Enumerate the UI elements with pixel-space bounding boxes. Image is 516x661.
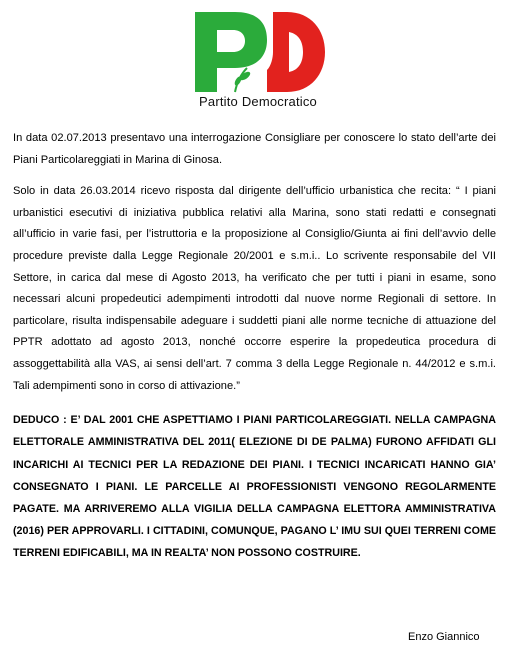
logo-name-part1: Partito	[199, 94, 238, 109]
pd-logo-mark	[183, 6, 333, 94]
paragraph-response: Solo in data 26.03.2014 ricevo risposta dal dirigente dell’ufficio urbanistica che recita: “ I piani urbanistici esecutivi di iniziativa pubblica relativi alla Marina, sono stati redatti e consegnati all’ufficio in varie fasi, per l’istruttoria e la proposizione al Consiglio/Giunta ai fini dell’avvio delle procedure previste dalla Legge Regionale 20/2001 e s.m.i.. Lo scrivente responsabile del VII Settore, in carica dal mese di Agosto 2013, ha verificato che per tutti i piani in esame, sono necessari alcuni propedeutici adempimenti introdotti dal nuove norme Regionali di settore. In particolare, risulta indispensabile adeguare i suddetti piani alle norme tecniche di attuazione del PPTR adottato ad agosto 2013, nonché occorre esperire la propedeutica procedura di assoggettabilità alla VAS, ai sensi dell’art. 7 comma 3 della Legge Regionale n. 44/2012 e s.m.i. Tali adempimenti sono in corso di attivazione.”	[13, 185, 496, 392]
olive-branch-icon	[233, 68, 251, 92]
party-logo	[183, 6, 333, 114]
logo-letter-p	[195, 12, 267, 92]
signature: Enzo Giannico	[408, 631, 480, 643]
paragraph-deduce: DEDUCO : E’ DAL 2001 CHE ASPETTIAMO I PIANI PARTICOLAREGGIATI. NELLA CAMPAGNA ELETTORALE AMMINISTRATIVA DEL 2011( ELEZIONE DI DE PALMA) FURONO AFFIDATI GLI INCARICHI AI TECNICI PER LA REDAZIONE DEI PIANI. I TECNICI INCARICATI HANNO GIA’ CONSEGNATO I PIANI. LE PARCELLE AI PROFESSIONISTI VENGONO REGOLARMENTE PAGATE. MA ARRIVEREMO ALLA VIGILIA DELLA CAMPAGNA ELETTORA AMMINISTRATIVA (2016) PER APPROVARLI. I CITTADINI, COMUNQUE, PAGANO L’ IMU SUI QUEI TERRENI COME TERRENI EDIFICABILI, MA IN REALTA’ NON POSSONO COSTRUIRE.	[13, 414, 496, 560]
paragraph-intro: In data 02.07.2013 presentavo una interrogazione Consigliare per conoscere lo stato dell’arte dei Piani Particolareggiati in Marina di Ginosa.	[13, 132, 496, 166]
document-body	[13, 128, 496, 565]
logo-wordmark	[183, 94, 333, 109]
logo-name-part2: Democratico	[241, 94, 317, 109]
logo-letter-d	[267, 12, 325, 92]
